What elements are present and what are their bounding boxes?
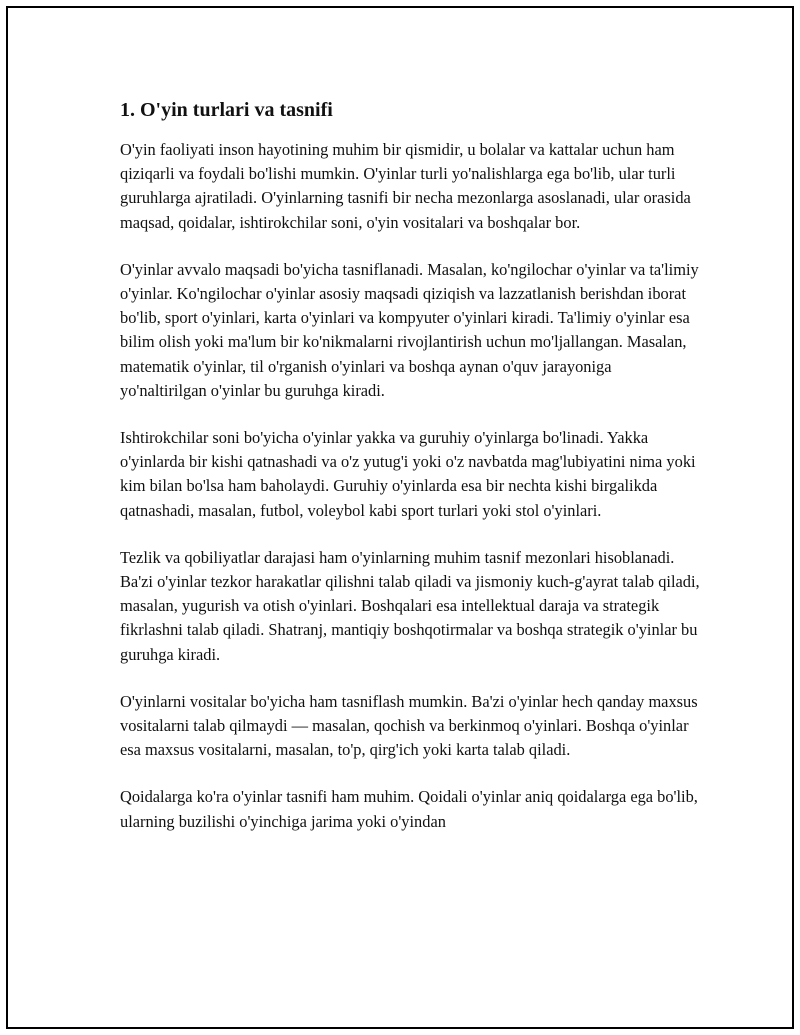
paragraph-3: Ishtirokchilar soni bo'yicha o'yinlar yakka va guruhiy o'yinlarga bo'linadi. Yakka o'yinlarda bir kishi qatnashadi va o'z yutug'i yoki o'z navbatda mag'lubiyatini nima yoki kim bilan bo'lsa ham baholaydi. Guruhiy o'yinlarda esa bir nechta kishi birgalikda qatnashadi, masalan, futbol, voleybol kabi sport turlari yoki stol o'yinlari.: [120, 428, 696, 520]
paragraph-1: O'yin faoliyati inson hayotining muhim bir qismidir, u bolalar va kattalar uchun ham qiziqarli va foydali bo'lishi mumkin. O'yinlar turli yo'nalishlarga ega bo'lib, ular turli guruhlarga ajratiladi. O'yinlarning tasnifi bir necha mezonlarga asoslanadi, ular orasida maqsad, qoidalar, ishtirokchilar soni, o'yin vositalari va boshqalar bor.: [120, 140, 691, 232]
paragraph-5: O'yinlarni vositalar bo'yicha ham tasniflash mumkin. Ba'zi o'yinlar hech qanday maxsus vositalarni talab qilmaydi — masalan, qochish va berkinmoq o'yinlari. Boshqa o'yinlar esa maxsus vositalarni, masalan, to'p, qirg'ich yoki karta talab qiladi.: [120, 691, 698, 760]
paragraph-2: O'yinlar avvalo maqsadi bo'yicha tasniflanadi. Masalan, ko'ngilochar o'yinlar va ta'limiy o'yinlar. Ko'ngilochar o'yinlar asosiy maqsadi qiziqish va lazzatlanish berishdan iborat bo'lib, sport o'yinlari, karta o'yinlari va kompyuter o'yinlari kiradi. Ta'limiy o'yinlar esa bilim olish yoki ma'lum bir ko'nikmalarni rivojlantirish uchun mo'ljallangan. Masalan, matematik o'yinlar, til o'rganish o'yinlari va boshqa aynan o'quv jarayoniga yo'naltirilgan o'yinlar bu guruhga kiradi.: [120, 259, 699, 400]
section-heading: 1. O'yin turlari va tasnifi: [120, 99, 333, 121]
document-body: [120, 96, 700, 857]
page-frame: [6, 6, 794, 1029]
paragraph-4: Tezlik va qobiliyatlar darajasi ham o'yinlarning muhim tasnif mezonlari hisoblanadi. Ba'zi o'yinlar tezkor harakatlar qilishni talab qiladi va jismoniy kuch-g'ayrat talab qiladi, masalan, yugurish va otish o'yinlari. Boshqalari esa intellektual daraja va strategik fikrlashni talab qiladi. Shatranj, mantiqiy boshqotirmalar va boshqa strategik o'yinlar bu guruhga kiradi.: [120, 547, 700, 664]
paragraph-6: Qoidalarga ko'ra o'yinlar tasnifi ham muhim. Qoidali o'yinlar aniq qoidalarga ega bo'lib, ularning buzilishi o'yinchiga jarima yoki o'yindan: [120, 787, 698, 831]
